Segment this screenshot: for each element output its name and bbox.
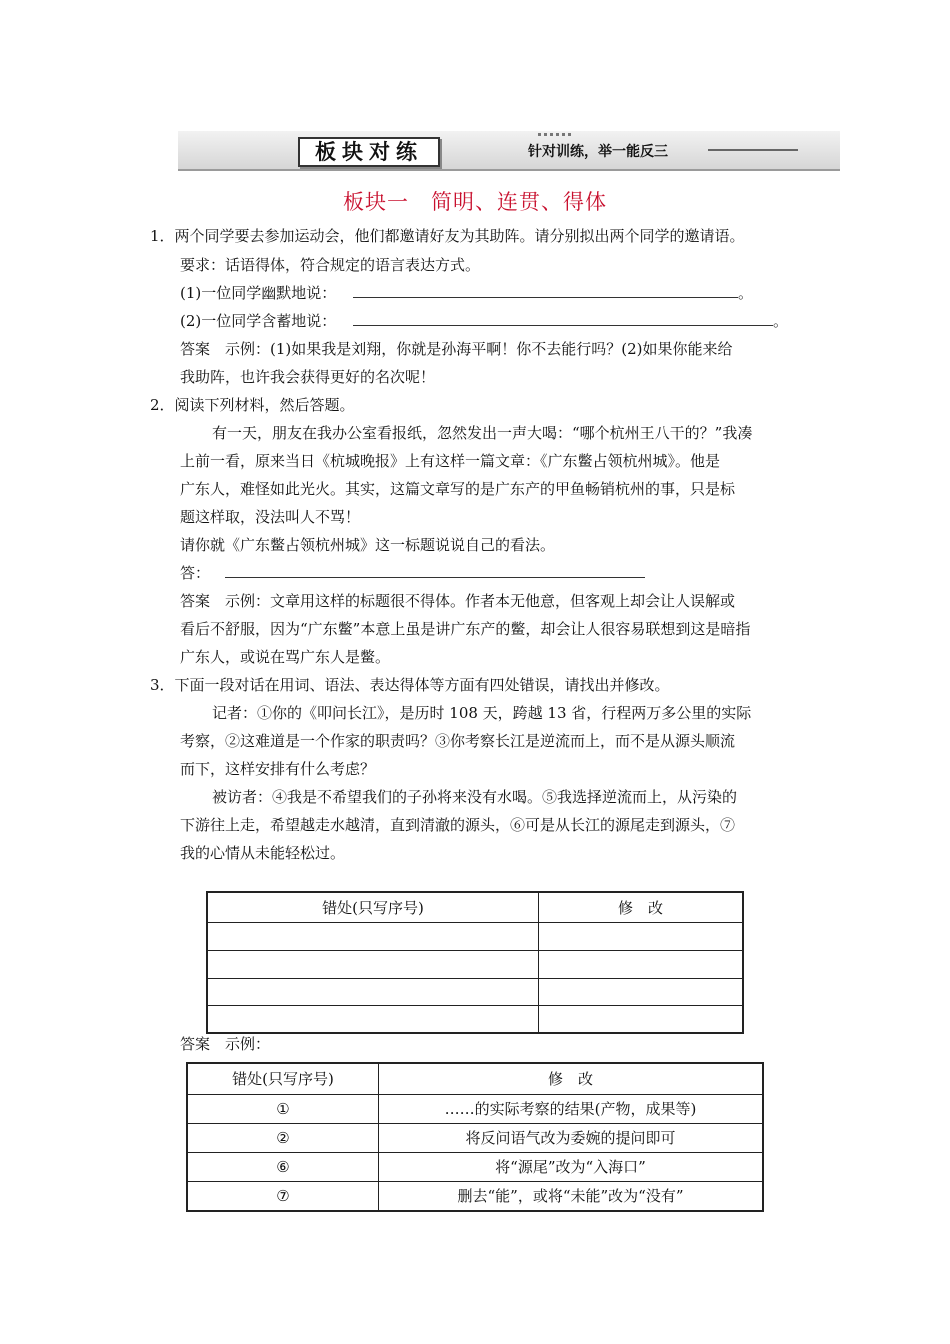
fix-cell: 将“源尾”改为“入海口” <box>379 1152 764 1181</box>
q1-answer-line-1: 答案 示例：(1)如果我是刘翔，你就是孙海平啊！你不去能行吗？(2)如果你能来给 <box>180 340 733 358</box>
blank-cell[interactable] <box>539 978 744 1005</box>
fix-cell: 删去“能”，或将“未能”改为“没有” <box>379 1181 764 1211</box>
q2-material-line-3: 广东人，难怪如此光火。其实，这篇文章写的是广东产的甲鱼畅销杭州的事，只是标 <box>180 480 736 498</box>
table-row <box>187 1152 763 1181</box>
q2-stem: 2．阅读下列材料，然后答题。 <box>150 396 355 414</box>
error-number-cell: ⑦ <box>187 1181 379 1211</box>
section-banner <box>178 131 840 171</box>
q2-answer-row <box>180 563 645 583</box>
q3-answer-label: 答案 示例： <box>180 1035 271 1053</box>
header-error-cell: 错处(只写序号) <box>207 892 539 922</box>
table-header-row <box>187 1063 763 1094</box>
q3-interviewee-line-2: 下游往上走，希望越走水越清，直到清澈的源头，⑥可是从长江的源尾走到源头，⑦ <box>180 816 736 834</box>
q2-answer-blank[interactable] <box>225 563 645 578</box>
q1-prompt-1 <box>180 283 753 303</box>
header-fix-cell: 修 改 <box>539 892 744 922</box>
q3-reporter-line-1: 记者：①你的《叩问长江》，是历时 108 天，跨越 13 省，行程两万多公里的实际 <box>212 704 752 722</box>
blank-cell[interactable] <box>539 1005 744 1033</box>
q1-prompt-1-label: (1)一位同学幽默地说： <box>180 284 337 302</box>
table-row <box>187 1123 763 1152</box>
banner-label: 板块对练 <box>298 137 440 167</box>
q1-answer-blank-2[interactable] <box>353 311 773 326</box>
error-number-cell: ② <box>187 1123 379 1152</box>
header-error-cell: 错处(只写序号) <box>187 1063 379 1094</box>
table-row <box>207 1005 743 1033</box>
table-row <box>187 1094 763 1123</box>
fix-cell: 将反问语气改为委婉的提问即可 <box>379 1123 764 1152</box>
q2-answer-line-3: 广东人，或说在骂广东人是鳖。 <box>180 648 391 666</box>
q2-material-line-4: 题这样取，没法叫人不骂！ <box>180 508 361 526</box>
blank-cell[interactable] <box>539 950 744 978</box>
q2-answer-line-2: 看后不舒服，因为“广东鳖”本意上虽是讲广东产的鳖，却会让人很容易联想到这是暗指 <box>180 620 751 638</box>
blank-cell[interactable] <box>207 1005 539 1033</box>
q2-material-line-1: 有一天，朋友在我办公室看报纸，忽然发出一声大喝：“哪个杭州王八干的？”我凑 <box>212 424 753 442</box>
blank-cell[interactable] <box>207 922 539 950</box>
table-header-row <box>207 892 743 922</box>
table-row <box>187 1181 763 1211</box>
banner-dots <box>538 133 574 136</box>
table-row <box>207 978 743 1005</box>
q2-answer-label: 答： <box>180 564 211 582</box>
q3-blank-table <box>206 891 744 1034</box>
q3-reporter-line-2: 考察，②这难道是一个作家的职责吗？③你考察长江是逆流而上，而不是从源头顺流 <box>180 732 736 750</box>
blank-cell[interactable] <box>539 922 744 950</box>
blank-cell[interactable] <box>207 950 539 978</box>
q1-requirement: 要求：话语得体，符合规定的语言表达方式。 <box>180 256 481 274</box>
banner-slogan: 针对训练，举一能反三 <box>528 144 668 160</box>
banner-rule <box>708 149 798 151</box>
q1-prompt-2 <box>180 311 788 331</box>
q2-material-line-2: 上前一看，原来当日《杭城晚报》上有这样一篇文章：《广东鳖占领杭州城》。他是 <box>180 452 721 470</box>
q2-answer-line-1: 答案 示例：文章用这样的标题很不得体。作者本无他意，但客观上却会让人误解或 <box>180 592 736 610</box>
q2-question: 请你就《广东鳖占领杭州城》这一标题说说自己的看法。 <box>180 536 556 554</box>
section-title: 板块一 简明、连贯、得体 <box>343 190 607 214</box>
error-number-cell: ① <box>187 1094 379 1123</box>
error-number-cell: ⑥ <box>187 1152 379 1181</box>
q1-prompt-1-end: 。 <box>738 284 754 302</box>
q3-stem: 3．下面一段对话在用词、语法、表达得体等方面有四处错误，请找出并修改。 <box>150 676 670 694</box>
q3-interviewee-line-3: 我的心情从未能轻松过。 <box>180 844 346 862</box>
blank-cell[interactable] <box>207 978 539 1005</box>
fix-cell: ……的实际考察的结果(产物，成果等) <box>379 1094 764 1123</box>
table-row <box>207 922 743 950</box>
q3-reporter-line-3: 而下，这样安排有什么考虑？ <box>180 760 376 778</box>
q1-stem: 1．两个同学要去参加运动会，他们都邀请好友为其助阵。请分别拟出两个同学的邀请语。 <box>150 227 745 245</box>
table-row <box>207 950 743 978</box>
q1-prompt-2-end: 。 <box>773 312 789 330</box>
q1-answer-line-2: 我助阵，也许我会获得更好的名次呢！ <box>180 368 436 386</box>
q1-prompt-2-label: (2)一位同学含蓄地说： <box>180 312 337 330</box>
q1-answer-blank-1[interactable] <box>353 283 738 298</box>
q3-interviewee-line-1: 被访者：④我是不希望我们的子孙将来没有水喝。⑤我选择逆流而上，从污染的 <box>212 788 738 806</box>
q3-answer-table <box>186 1062 764 1212</box>
header-fix-cell: 修 改 <box>379 1063 764 1094</box>
